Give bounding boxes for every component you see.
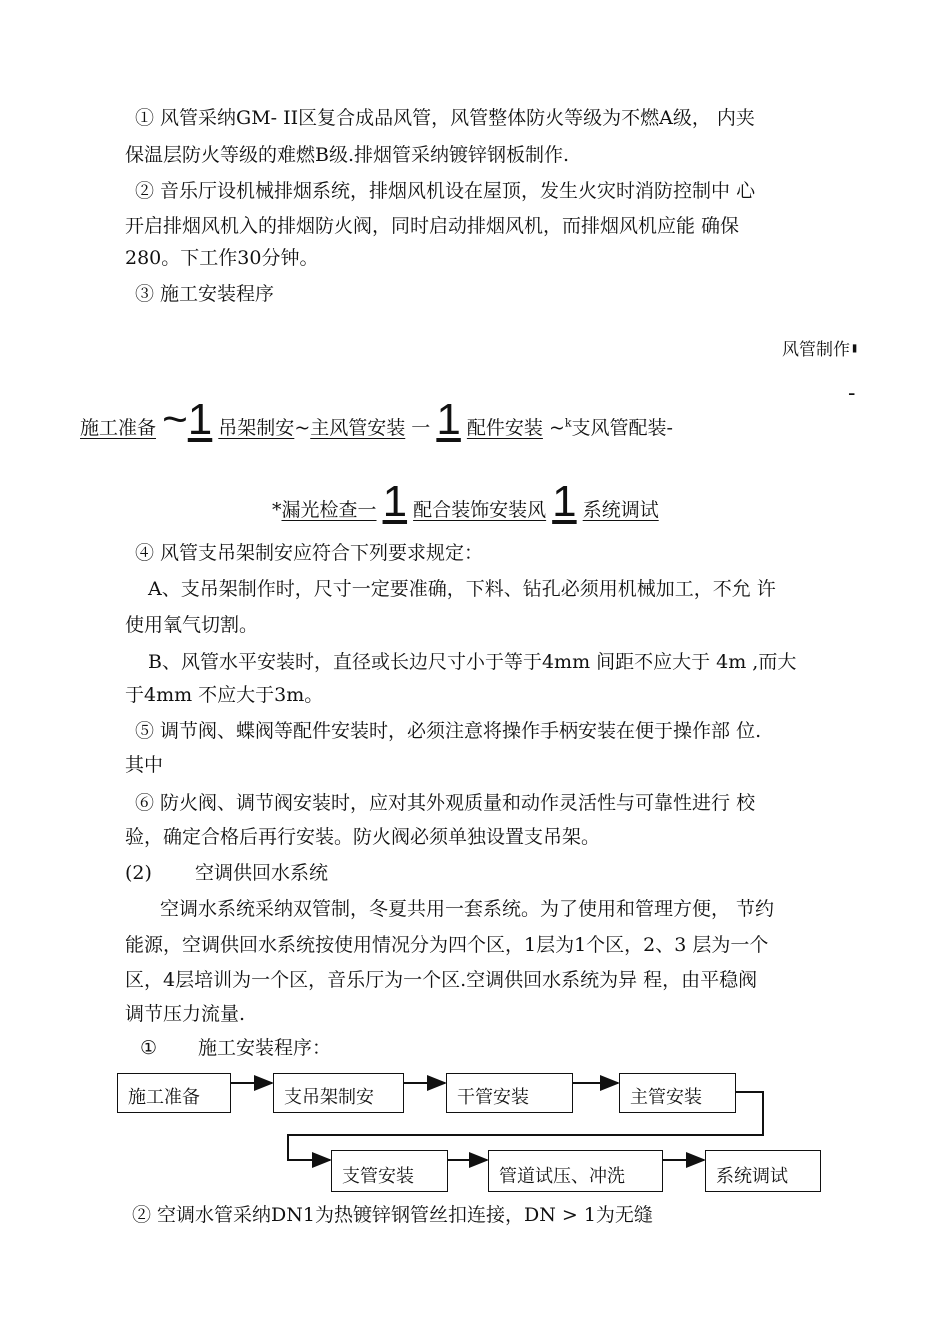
flow1-step-main-duct: 主风管安装 (310, 417, 406, 439)
flow1-tick-1: ' (850, 339, 860, 374)
flow2-box-pressure-test: 管道试压、冲洗 (488, 1150, 663, 1192)
para-3: ③ 施工安装程序 (135, 283, 275, 305)
flow1-one-3: 1 (382, 477, 408, 526)
section-2-title: 空调供回水系统 (195, 862, 329, 884)
section-2-line-4: 调节压力流量. (125, 1003, 246, 1025)
flow2-box-trunk: 干管安装 (446, 1073, 573, 1113)
flow1-tilde-2: ~ (548, 417, 565, 439)
para-6-line-1: ⑥ 防火阀、调节阀安装时，应对其外观质量和动作灵活性与可靠性进行 校 (135, 792, 756, 814)
flow1-one: 1 (187, 395, 213, 444)
flow1-step-fittings: 配件安装 (466, 417, 543, 439)
flow1-tilde: ~ (162, 395, 188, 444)
para-6-line-2: 验，确定合格后再行安装。防火阀必须单独设置支吊架。 (125, 826, 601, 848)
flow1-step-commissioning: 系统调试 (582, 499, 659, 521)
section-2-step-title: 施工安装程序： (198, 1037, 332, 1059)
para-4: ④ 风管支吊架制安应符合下列要求规定： (135, 542, 484, 564)
para-B-line-2: 于4mm 不应大于3m。 (125, 684, 324, 706)
section-2-line-3: 区，4层培训为一个区，音乐厅为一个区.空调供回水系统为异 程，由平稳阀 (125, 969, 758, 991)
flow1-step-leak-check: 漏光检查一 (281, 499, 377, 521)
para-5-line-2: 其中 (125, 754, 164, 776)
flow2-box-branch: 支管安装 (331, 1150, 448, 1192)
flow1-top-label: 风管制作 (782, 340, 850, 360)
para-2-line-2: 开启排烟风机入的排烟防火阀，同时启动排烟风机，而排烟风机应能 确保 (125, 215, 740, 237)
flow2-box-commissioning: 系统调试 (705, 1150, 821, 1192)
para-5-line-1: ⑤ 调节阀、蝶阀等配件安装时，必须注意将操作手柄安装在便于操作部 位. (135, 720, 762, 742)
flow1-one-4: 1 (552, 477, 577, 526)
flow1-step-decoration: 配合装饰安装风 (413, 499, 547, 521)
flow1-step-hanger: 吊架制安 (218, 417, 295, 439)
flow1-one-2: 1 (436, 395, 461, 444)
para-A-line-1: A、支吊架制作时，尺寸一定要准确，下料、钻孔必须用机械加工，不允 许 (148, 578, 776, 600)
flow2-box-hanger: 支吊架制安 (273, 1073, 404, 1113)
para-2-line-1: ② 音乐厅设机械排烟系统，排烟风机设在屋顶，发生火灾时消防控制中 心 (135, 180, 756, 202)
flow1-dash: 一 (411, 417, 431, 439)
flow1-step-branch: 支风管配装- (571, 417, 673, 439)
section-2-line-1: 空调水系统采纳双管制，冬夏共用一套系统。为了使用和管理方便， 节约 (160, 898, 775, 920)
section-2-number: (2) (125, 862, 152, 884)
flow1-tick-2: - (848, 381, 856, 406)
para-1-line-1: ① 风管采纳GM- II区复合成品风管，风管整体防火等级为不燃A级， 内夹 (135, 107, 755, 129)
flow1-step-prepare: 施工准备 (80, 417, 157, 439)
para-A-line-2: 使用氧气切割。 (125, 614, 259, 636)
para-1-line-2: 保温层防火等级的难燃B级.排烟管采纳镀锌钢板制作. (125, 144, 570, 166)
flow2-box-prepare: 施工准备 (117, 1073, 231, 1113)
last-line: ② 空调水管采纳DN1为热镀锌钢管丝扣连接，DN > 1为无缝 (132, 1204, 653, 1226)
section-2-step-number: ① (140, 1037, 158, 1059)
section-2-line-2: 能源，空调供回水系统按使用情况分为四个区，1层为1个区，2、3 层为一个 (125, 934, 769, 956)
flow1-star: * (272, 499, 282, 521)
flow1-k: k (564, 416, 572, 430)
flow2-box-main: 主管安装 (619, 1073, 736, 1113)
para-2-line-3: 280。下工作30分钟。 (125, 247, 319, 269)
para-B-line-1: B、风管水平安装时，直径或长边尺寸小于等于4mm 间距不应大于 4m ,而大 (148, 651, 797, 673)
flow1-tilde-small: ~ (294, 417, 311, 439)
